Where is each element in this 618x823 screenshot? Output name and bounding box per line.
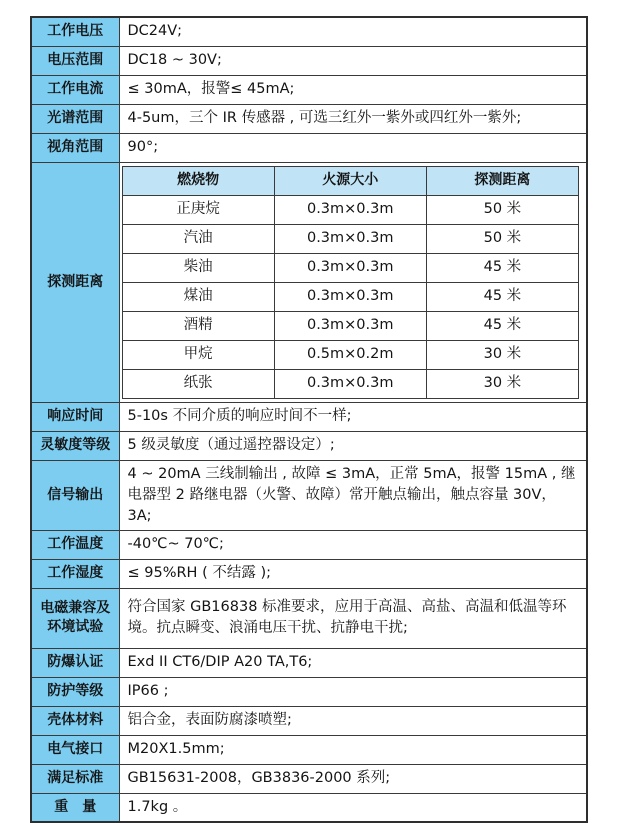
detection-distance: 50 米: [426, 195, 578, 224]
spec-value: ≤ 95%RH ( 不结露 );: [119, 559, 587, 588]
spec-label: 防爆认证: [31, 648, 119, 677]
detection-distance: 30 米: [426, 369, 578, 398]
detection-header-row: [122, 166, 579, 195]
detection-fire-size: 0.3m×0.3m: [274, 311, 426, 340]
detection-row: [122, 340, 579, 369]
detection-row: [122, 311, 579, 340]
spec-value: 90°;: [119, 133, 587, 162]
spec-value: 5 级灵敏度（通过遥控器设定）;: [119, 431, 587, 460]
spec-label: 满足标准: [31, 764, 119, 793]
detection-distance: 30 米: [426, 340, 578, 369]
detection-fuel: 汽油: [122, 224, 274, 253]
detection-fuel: 甲烷: [122, 340, 274, 369]
detection-header-fire-size: 火源大小: [274, 166, 426, 195]
detection-distance: 50 米: [426, 224, 578, 253]
spec-row: [31, 530, 587, 559]
spec-value: -40℃~ 70℃;: [119, 530, 587, 559]
spec-label: 电磁兼容及环境试验: [31, 588, 119, 648]
detection-fuel: 纸张: [122, 369, 274, 398]
spec-value: M20X1.5mm;: [119, 735, 587, 764]
spec-label: 电气接口: [31, 735, 119, 764]
detection-row: [122, 369, 579, 398]
detection-distance: 45 米: [426, 282, 578, 311]
detection-fire-size: 0.3m×0.3m: [274, 224, 426, 253]
detection-distance: 45 米: [426, 311, 578, 340]
spec-label: 重 量: [31, 793, 119, 822]
spec-label: 工作电流: [31, 75, 119, 104]
detection-table-cell: [119, 162, 587, 402]
spec-row-emc: [31, 588, 587, 648]
spec-value: IP66 ;: [119, 677, 587, 706]
spec-row-signal-output: [31, 460, 587, 530]
spec-row: [31, 764, 587, 793]
spec-label: 灵敏度等级: [31, 431, 119, 460]
spec-label: 视角范围: [31, 133, 119, 162]
spec-row: [31, 17, 587, 46]
spec-label: 工作湿度: [31, 559, 119, 588]
spec-label: 工作电压: [31, 17, 119, 46]
spec-row: [31, 46, 587, 75]
spec-row: [31, 133, 587, 162]
spec-row: [31, 431, 587, 460]
spec-label: 防护等级: [31, 677, 119, 706]
spec-value: 符合国家 GB16838 标准要求，应用于高温、高盐、高温和低温等环境。抗点瞬变、浪涌电压干扰、抗静电干扰;: [119, 588, 587, 648]
spec-value: 铝合金，表面防腐漆喷塑;: [119, 706, 587, 735]
detection-fire-size: 0.5m×0.2m: [274, 340, 426, 369]
detection-row: [122, 253, 579, 282]
spec-value: 4-5um，三个 IR 传感器 , 可选三红外一紫外或四红外一紫外;: [119, 104, 587, 133]
detection-table: [122, 166, 580, 399]
spec-label: 工作温度: [31, 530, 119, 559]
spec-label: 信号输出: [31, 460, 119, 530]
detection-row: [122, 282, 579, 311]
spec-row: [31, 648, 587, 677]
spec-table: [30, 16, 588, 823]
detection-row: [122, 224, 579, 253]
spec-value: 1.7kg 。: [119, 793, 587, 822]
detection-header-distance: 探测距离: [426, 166, 578, 195]
spec-value: DC24V;: [119, 17, 587, 46]
spec-row-detection-distance: [31, 162, 587, 402]
spec-value: DC18 ~ 30V;: [119, 46, 587, 75]
spec-value: GB15631-2008，GB3836-2000 系列;: [119, 764, 587, 793]
spec-row: [31, 677, 587, 706]
spec-label: 电压范围: [31, 46, 119, 75]
spec-value: 5-10s 不同介质的响应时间不一样;: [119, 402, 587, 431]
detection-fuel: 柴油: [122, 253, 274, 282]
spec-value: ≤ 30mA，报警≤ 45mA;: [119, 75, 587, 104]
detection-fire-size: 0.3m×0.3m: [274, 253, 426, 282]
detection-row: [122, 195, 579, 224]
spec-row: [31, 793, 587, 822]
spec-value: Exd II CT6/DIP A20 TA,T6;: [119, 648, 587, 677]
detection-header-fuel: 燃烧物: [122, 166, 274, 195]
detection-fire-size: 0.3m×0.3m: [274, 195, 426, 224]
spec-label: 光谱范围: [31, 104, 119, 133]
spec-row: [31, 706, 587, 735]
spec-row: [31, 104, 587, 133]
detection-fire-size: 0.3m×0.3m: [274, 369, 426, 398]
spec-label: 响应时间: [31, 402, 119, 431]
detection-fuel: 酒精: [122, 311, 274, 340]
detection-fuel: 煤油: [122, 282, 274, 311]
spec-label: 壳体材料: [31, 706, 119, 735]
spec-label: 探测距离: [31, 162, 119, 402]
detection-fuel: 正庚烷: [122, 195, 274, 224]
spec-row: [31, 402, 587, 431]
spec-row: [31, 735, 587, 764]
detection-distance: 45 米: [426, 253, 578, 282]
spec-row: [31, 75, 587, 104]
detection-fire-size: 0.3m×0.3m: [274, 282, 426, 311]
spec-value: 4 ~ 20mA 三线制输出 , 故障 ≤ 3mA，正常 5mA，报警 15mA , 继电器型 2 路继电器（火警、故障）常开触点输出，触点容量 30V，3A;: [119, 460, 587, 530]
spec-row: [31, 559, 587, 588]
